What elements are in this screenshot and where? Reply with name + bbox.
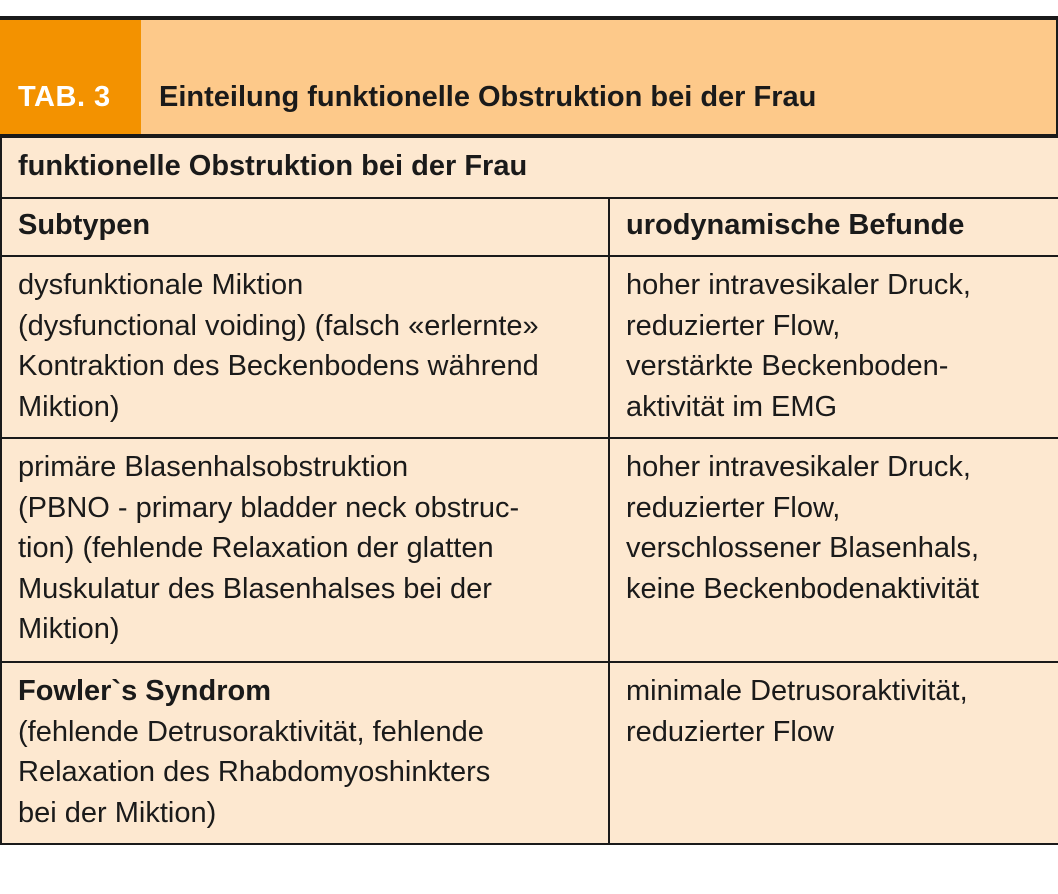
- cell-line: dysfunktionale Miktion: [18, 269, 304, 301]
- section-row: [1, 137, 1058, 198]
- subtype-cell: [1, 438, 609, 662]
- cell-line: Miktion): [18, 613, 120, 645]
- cell-line: tion) (fehlende Relaxation der glatten: [18, 532, 494, 564]
- subtype-cell: [1, 662, 609, 844]
- column-header-subtypes: Subtypen: [1, 198, 609, 257]
- column-header-row: [1, 198, 1058, 257]
- subtype-title: Fowler`s Syndrom: [18, 675, 271, 707]
- cell-line: hoher intravesikaler Druck,: [626, 451, 971, 483]
- cell-line: keine Beckenbodenaktivität: [626, 572, 980, 605]
- data-table: [0, 136, 1058, 845]
- column-header-findings: urodynamische Befunde: [609, 198, 1058, 257]
- cell-line: Miktion): [18, 390, 120, 423]
- table-row: [1, 256, 1058, 438]
- cell-line: reduzierter Flow,: [626, 309, 841, 342]
- cell-line: reduzierter Flow,: [626, 491, 841, 524]
- cell-line: minimale Detrusoraktivität,: [626, 675, 968, 707]
- cell-line: (fehlende Detrusoraktivität, fehlende: [18, 715, 484, 748]
- cell-line: reduzierter Flow: [626, 715, 834, 748]
- table-row: [1, 662, 1058, 844]
- section-title: funktionelle Obstruktion bei der Frau: [1, 137, 1058, 198]
- cell-line: primäre Blasenhalsobstruktion: [18, 451, 409, 483]
- cell-line: Kontraktion des Beckenbodens während: [18, 350, 539, 382]
- cell-line: bei der Miktion): [18, 796, 217, 829]
- table-title: Einteilung funktionelle Obstruktion bei der Frau: [141, 20, 1058, 134]
- cell-line: (PBNO - primary bladder neck obstruc-: [18, 491, 520, 524]
- cell-line: Muskulatur des Blasenhalses bei der: [18, 572, 492, 605]
- table-container: [0, 16, 1058, 845]
- cell-line: verschlossener Blasenhals,: [626, 532, 980, 564]
- cell-line: hoher intravesikaler Druck,: [626, 269, 971, 301]
- finding-cell: [609, 256, 1058, 438]
- table-row: [1, 438, 1058, 662]
- table-header-bar: [0, 20, 1058, 136]
- cell-line: verstärkte Beckenboden-: [626, 350, 949, 382]
- cell-line: aktivität im EMG: [626, 390, 838, 423]
- cell-line: (dysfunctional voiding) (falsch «erlernte»: [18, 309, 539, 342]
- cell-line: Relaxation des Rhabdomyoshinkters: [18, 756, 491, 788]
- finding-cell: [609, 438, 1058, 662]
- finding-cell: [609, 662, 1058, 844]
- table-number-label: TAB. 3: [0, 20, 141, 134]
- subtype-cell: [1, 256, 609, 438]
